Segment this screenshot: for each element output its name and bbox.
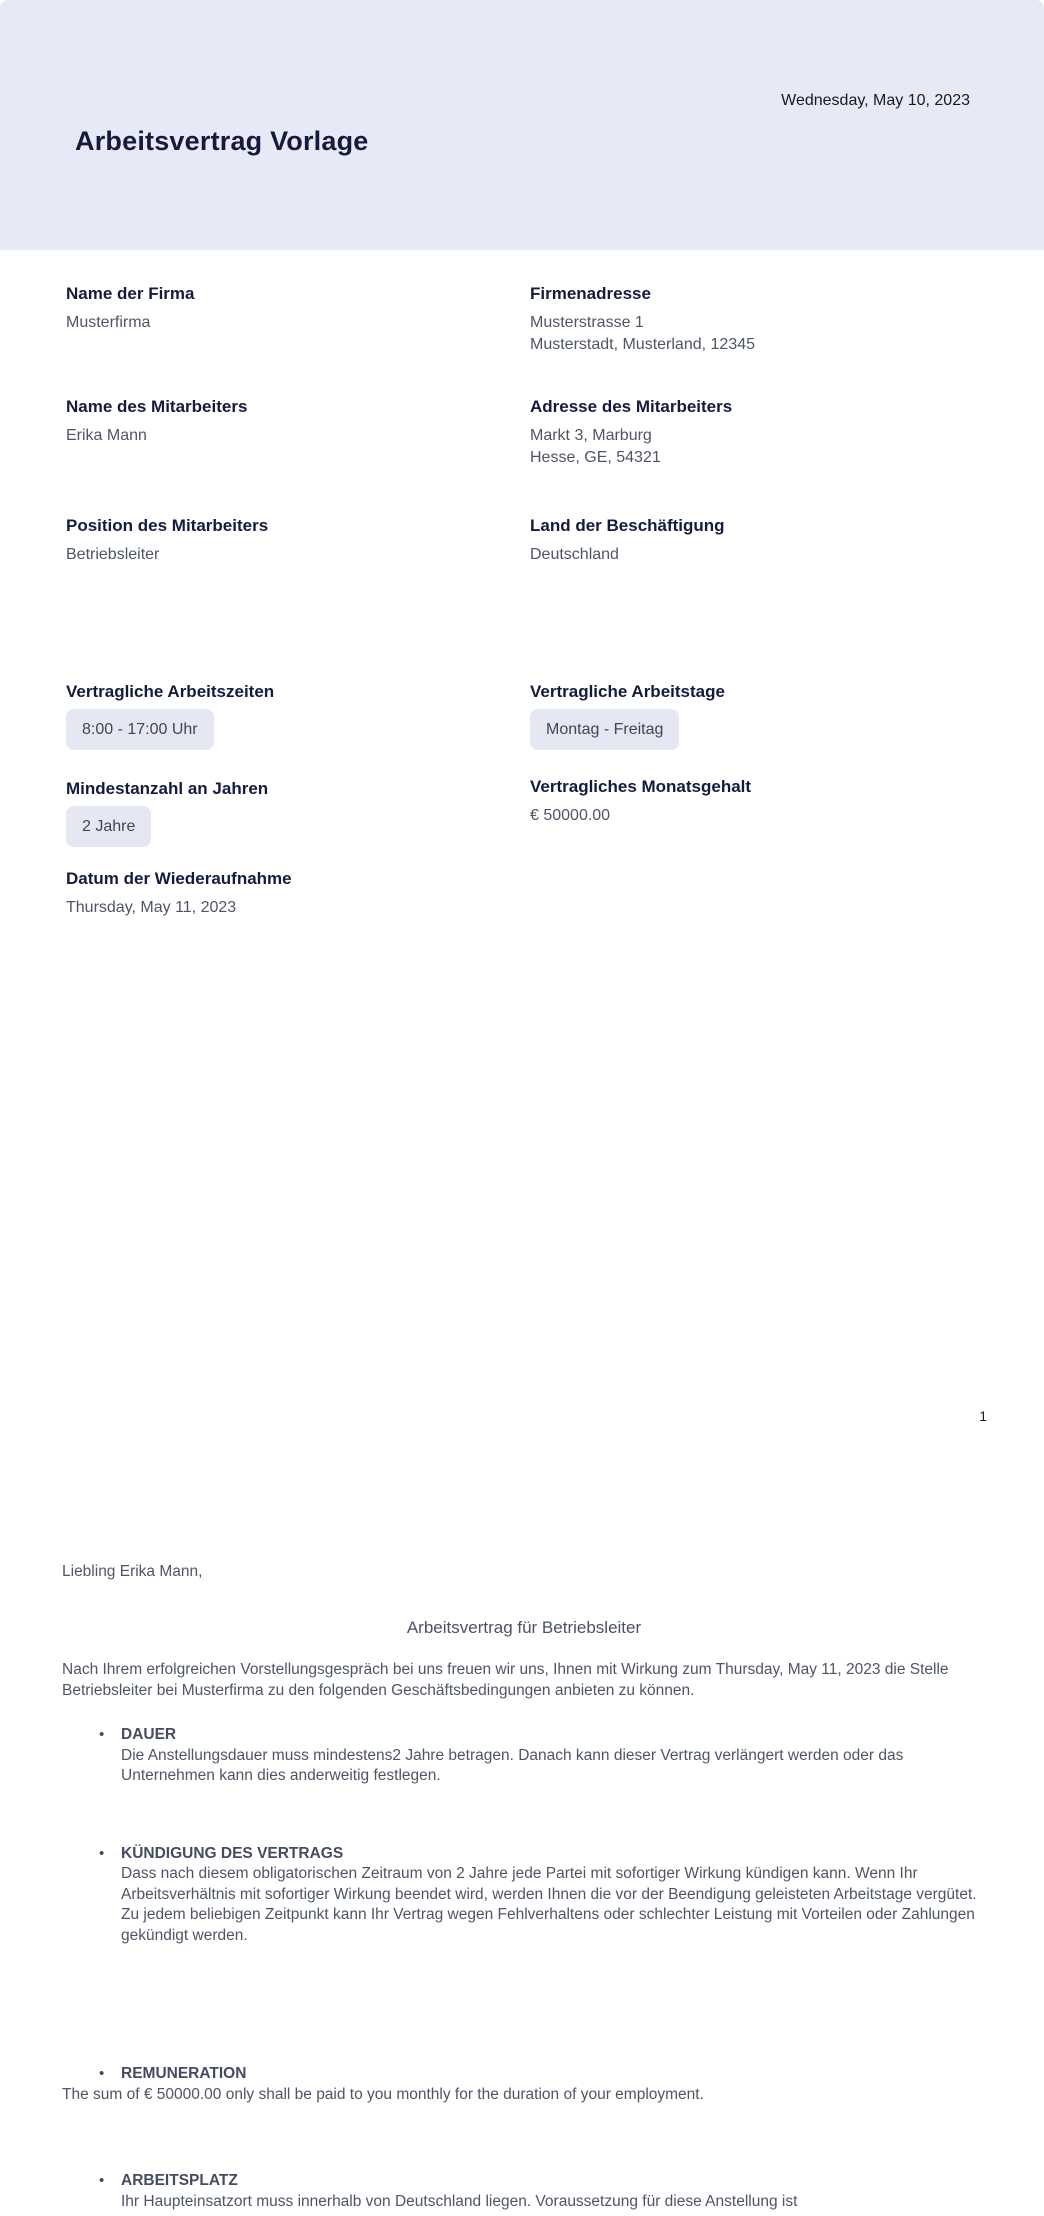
clause-remuneration <box>121 2064 986 2085</box>
terms-right-column <box>530 681 984 919</box>
clause-dauer <box>121 1725 986 1787</box>
page-title: Arbeitsvertrag Vorlage <box>75 126 369 156</box>
work-days-badge: Montag - Freitag <box>530 709 679 750</box>
address-line-1: Markt 3, Marburg <box>530 427 652 444</box>
field-label: Adresse des Mitarbeiters <box>530 397 733 416</box>
clause-arbeitsplatz <box>121 2171 986 2212</box>
field-row <box>66 396 984 469</box>
field-value <box>530 425 984 469</box>
min-years-badge: 2 Jahre <box>66 806 151 847</box>
field-label: Name des Mitarbeiters <box>66 397 248 416</box>
field-row <box>66 681 984 919</box>
offer-letter <box>62 1561 986 2212</box>
field-row <box>66 283 984 356</box>
field-label: Firmenadresse <box>530 284 651 303</box>
field-value: Thursday, May 11, 2023 <box>66 899 237 916</box>
clause-heading: • DAUER <box>121 1726 177 1743</box>
field-employee-position <box>66 515 530 566</box>
field-label: Position des Mitarbeiters <box>66 516 269 535</box>
field-employment-country <box>530 515 984 566</box>
address-line-2: Musterstadt, Musterland, 12345 <box>530 336 756 353</box>
clause-list <box>62 2171 986 2212</box>
field-label: Datum der Wiederaufnahme <box>66 869 292 888</box>
field-company-address <box>530 283 984 356</box>
clause-heading: • ARBEITSPLATZ <box>121 2172 238 2189</box>
letter-heading: Arbeitsvertrag für Betriebsleiter <box>406 1618 642 1637</box>
field-label: Vertragliche Arbeitstage <box>530 682 725 701</box>
address-line-2: Hesse, GE, 54321 <box>530 449 661 466</box>
field-value <box>530 312 984 356</box>
field-work-days <box>530 681 984 750</box>
clause-body: Ihr Haupteinsatzort muss innerhalb von Deutschland liegen. Voraussetzung für diese Anstellung ist <box>121 2192 798 2210</box>
field-label: Vertragliches Monatsgehalt <box>530 777 752 796</box>
field-label: Land der Beschäftigung <box>530 516 725 535</box>
field-min-years <box>66 778 530 847</box>
document-header <box>0 0 1044 250</box>
field-work-hours <box>66 681 530 750</box>
field-employee-name <box>66 396 530 469</box>
field-label: Name der Firma <box>66 284 195 303</box>
field-label: Vertragliche Arbeitszeiten <box>66 682 275 701</box>
page-number: 1 <box>979 1408 987 1424</box>
terms-left-column <box>66 681 530 919</box>
clause-remuneration-body: The sum of € 50000.00 only shall be paid to you monthly for the duration of your employment. <box>62 2085 704 2103</box>
salutation: Liebling Erika Mann, <box>62 1563 203 1580</box>
field-value: Deutschland <box>530 546 619 563</box>
field-employee-address <box>530 396 984 469</box>
letter-intro: Nach Ihrem erfolgreichen Vorstellungsgespräch bei uns freuen wir uns, Ihnen mit Wirkung zum Thursday, May 11, 2023 die Stelle Betriebsleiter bei Musterfirma zu den folgenden Geschäftsbedingungen anbieten zu können. <box>62 1661 949 1699</box>
field-value: Erika Mann <box>66 427 147 444</box>
field-monthly-salary <box>530 776 984 827</box>
clause-heading: • KÜNDIGUNG DES VERTRAGS <box>121 1844 344 1862</box>
document-date: Wednesday, May 10, 2023 <box>781 92 970 109</box>
field-value: € 50000.00 <box>530 807 611 824</box>
work-hours-badge: 8:00 - 17:00 Uhr <box>66 709 214 750</box>
clause-body: Dass nach diesem obligatorischen Zeitraum von 2 Jahre jede Partei mit sofortiger Wirkung kündigen kann. Wenn Ihr Arbeitsverhältnis mit sofortiger Wirkung beendet wird, werden Ihnen die vor der Beendigung geleisteten Arbeitstage vergütet. Zu jedem beliebigen Zeitpunkt kann Ihr Vertrag wegen Fehlverhaltens oder schlechter Leistung mit Vorteilen oder Zahlungen gekündigt werden. <box>121 1865 977 1944</box>
clause-body: Die Anstellungsdauer muss mindestens2 Jahre betragen. Danach kann dieser Vertrag verlängert werden oder das Unternehmen kann dies anderweitig festlegen. <box>121 1746 904 1784</box>
field-row <box>66 515 984 566</box>
field-label: Mindestanzahl an Jahren <box>66 779 269 798</box>
clause-kuendigung-des-vertrags <box>121 1844 986 1947</box>
clause-list <box>62 1725 986 2085</box>
field-value: Betriebsleiter <box>66 546 160 563</box>
address-line-1: Musterstrasse 1 <box>530 314 644 331</box>
field-resume-date <box>66 868 530 919</box>
clause-heading: • REMUNERATION <box>121 2065 247 2082</box>
field-value: Musterfirma <box>66 314 151 331</box>
contract-parties-fields <box>66 283 984 566</box>
contract-terms-fields <box>66 681 984 919</box>
field-company-name <box>66 283 530 356</box>
